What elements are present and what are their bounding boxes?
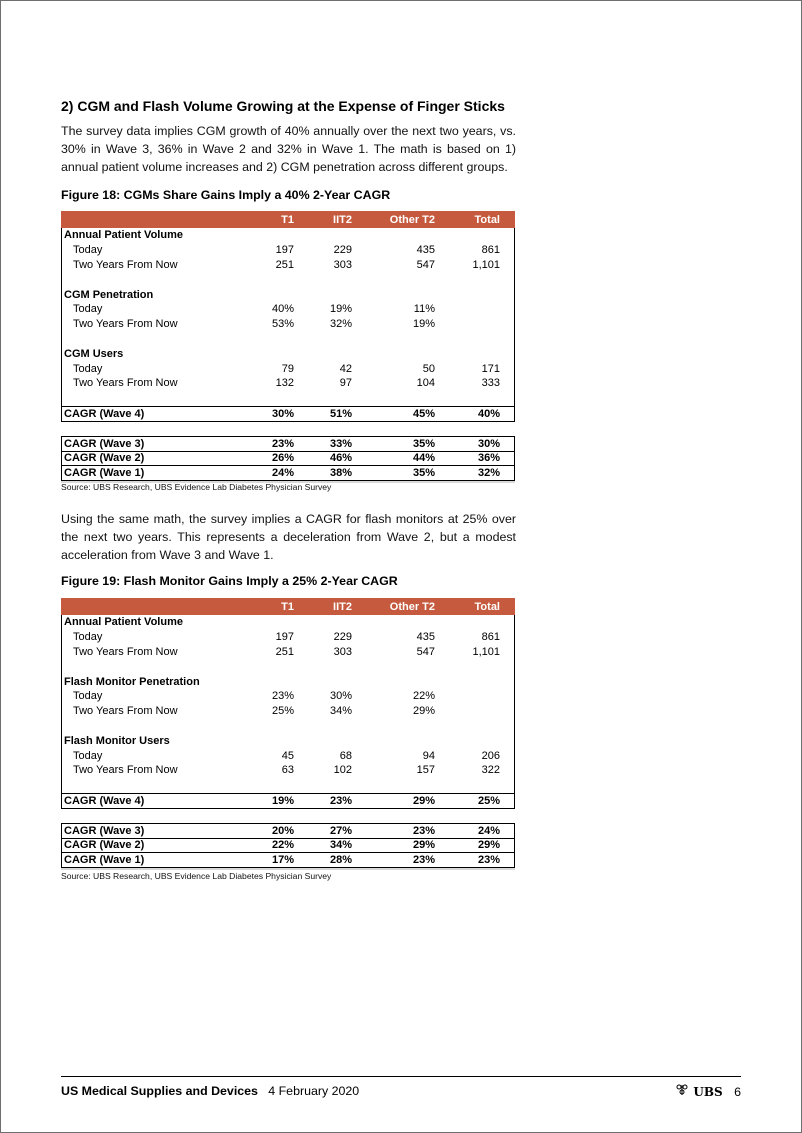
section-row xyxy=(62,674,514,689)
cell-total: 206 xyxy=(481,749,500,762)
cell-other-t2: 50 xyxy=(422,362,435,375)
cell-t1: 53% xyxy=(271,318,294,331)
table-row xyxy=(62,243,514,258)
cell-other-t2: 45% xyxy=(412,407,435,420)
table-header xyxy=(61,211,515,228)
cell-other-t2: 29% xyxy=(412,839,435,852)
cell-other-t2: 23% xyxy=(412,854,435,867)
cell-other-t2: 35% xyxy=(412,467,435,480)
figure18-title: Figure 18: CGMs Share Gains Imply a 40% 2-Year CAGR xyxy=(61,188,391,202)
cell-iit2: 34% xyxy=(329,705,352,718)
cell-iit2: 32% xyxy=(329,318,352,331)
wave-history xyxy=(61,436,515,481)
figure18-table xyxy=(61,211,515,483)
table-body xyxy=(61,228,515,422)
spacer-row xyxy=(62,332,514,347)
wave4-row xyxy=(62,406,514,422)
section-label: CGM Penetration xyxy=(64,288,154,301)
spacer-row xyxy=(62,719,514,734)
table-row xyxy=(62,376,514,391)
table-header xyxy=(61,598,515,615)
cell-t1: 251 xyxy=(275,645,294,658)
figure19-source: Source: UBS Research, UBS Evidence Lab Diabetes Physician Survey xyxy=(61,871,332,881)
cell-other-t2: 435 xyxy=(416,244,435,257)
table-shadow xyxy=(61,868,515,870)
ubs-logo: UBS xyxy=(693,1084,723,1099)
section-row xyxy=(62,228,514,243)
section-row xyxy=(62,346,514,361)
cell-total: 322 xyxy=(481,764,500,777)
row-label: Two Years From Now xyxy=(73,258,178,271)
cell-other-t2: 44% xyxy=(412,452,435,465)
cell-other-t2: 23% xyxy=(412,825,435,837)
cell-total: 333 xyxy=(481,377,500,390)
cell-total: 32% xyxy=(477,467,500,480)
row-label: Today xyxy=(73,244,103,257)
cell-total: 23% xyxy=(477,854,500,867)
wave-label: CAGR (Wave 3) xyxy=(64,438,145,450)
wave4-label: CAGR (Wave 4) xyxy=(64,407,145,420)
cell-iit2: 46% xyxy=(329,452,352,465)
cell-other-t2: 547 xyxy=(416,258,435,271)
cell-total: 861 xyxy=(481,631,500,644)
intro-paragraph: The survey data implies CGM growth of 40% annually over the next two years, vs. 30% in Wave 3, 36% in Wave 2 and 32% in Wave 1. The math is based on 1) annual patient volume increases and 2) CGM penetration across different groups. xyxy=(61,124,516,174)
cell-other-t2: 104 xyxy=(416,377,435,390)
cell-iit2: 23% xyxy=(329,794,352,807)
cell-iit2: 42 xyxy=(339,362,352,375)
cell-other-t2: 29% xyxy=(412,705,435,718)
cell-t1: 79 xyxy=(281,362,294,375)
header-iit2: IIT2 xyxy=(333,600,352,613)
header-other-t2: Other T2 xyxy=(389,213,435,226)
table-row xyxy=(62,630,514,645)
wave-row xyxy=(62,452,514,466)
cell-t1: 197 xyxy=(275,631,294,644)
cell-t1: 23% xyxy=(271,438,294,450)
row-label: Today xyxy=(73,631,103,644)
cell-iit2: 38% xyxy=(329,467,352,480)
cell-t1: 23% xyxy=(271,690,294,703)
row-label: Two Years From Now xyxy=(73,377,178,390)
row-label: Today xyxy=(73,362,103,375)
cell-total: 24% xyxy=(477,825,500,837)
section-label: CGM Users xyxy=(64,347,124,360)
row-label: Today xyxy=(73,303,103,316)
spacer-row xyxy=(62,272,514,287)
cell-total: 29% xyxy=(477,839,500,852)
cell-other-t2: 22% xyxy=(412,690,435,703)
cell-other-t2: 35% xyxy=(412,438,435,450)
cell-iit2: 51% xyxy=(329,407,352,420)
cell-total: 36% xyxy=(477,452,500,465)
section-row xyxy=(62,733,514,748)
spacer-row xyxy=(62,391,514,406)
cell-iit2: 68 xyxy=(339,749,352,762)
header-total: Total xyxy=(474,600,500,613)
footer-right xyxy=(675,1084,741,1099)
wave-row xyxy=(62,466,514,480)
cell-other-t2: 29% xyxy=(412,794,435,807)
header-other-t2: Other T2 xyxy=(389,600,435,613)
cell-iit2: 30% xyxy=(329,690,352,703)
table-row xyxy=(62,317,514,332)
cell-total: 1,101 xyxy=(472,645,500,658)
row-label: Two Years From Now xyxy=(73,318,178,331)
cell-total: 30% xyxy=(477,438,500,450)
header-total: Total xyxy=(474,213,500,226)
wave-label: CAGR (Wave 2) xyxy=(64,839,145,852)
cell-iit2: 28% xyxy=(329,854,352,867)
section-row xyxy=(62,615,514,630)
section-label: Flash Monitor Penetration xyxy=(64,675,200,688)
cell-t1: 26% xyxy=(271,452,294,465)
cell-other-t2: 94 xyxy=(422,749,435,762)
wave-label: CAGR (Wave 3) xyxy=(64,825,145,837)
wave-history xyxy=(61,823,515,868)
wave-row xyxy=(62,437,514,451)
cell-iit2: 229 xyxy=(333,244,352,257)
section-heading: 2) CGM and Flash Volume Growing at the Expense of Finger Sticks xyxy=(61,98,505,114)
table-row xyxy=(62,748,514,763)
report-title: US Medical Supplies and Devices xyxy=(61,1084,258,1098)
spacer-row xyxy=(62,659,514,674)
cell-t1: 17% xyxy=(271,854,294,867)
cell-t1: 197 xyxy=(275,244,294,257)
cell-other-t2: 157 xyxy=(416,764,435,777)
cell-t1: 20% xyxy=(271,825,294,837)
cell-t1: 45 xyxy=(281,749,294,762)
row-label: Two Years From Now xyxy=(73,645,178,658)
cell-t1: 132 xyxy=(275,377,294,390)
table-row xyxy=(62,302,514,317)
cell-t1: 251 xyxy=(275,258,294,271)
figure18-source: Source: UBS Research, UBS Evidence Lab Diabetes Physician Survey xyxy=(61,482,332,492)
cell-total: 171 xyxy=(481,362,500,375)
row-label: Today xyxy=(73,690,103,703)
table-row xyxy=(62,763,514,778)
figure19-table xyxy=(61,598,515,870)
section-label: Annual Patient Volume xyxy=(64,616,183,629)
figure19-title: Figure 19: Flash Monitor Gains Imply a 25% 2-Year CAGR xyxy=(61,574,398,588)
header-iit2: IIT2 xyxy=(333,213,352,226)
wave-label: CAGR (Wave 1) xyxy=(64,467,145,480)
report-date: 4 February 2020 xyxy=(268,1084,360,1098)
flash-paragraph: Using the same math, the survey implies a CAGR for flash monitors at 25% over the next two years. This represents a deceleration from Wave 2, but a modest acceleration from Wave 3 and Wave 1. xyxy=(61,512,516,562)
cell-other-t2: 435 xyxy=(416,631,435,644)
cell-t1: 63 xyxy=(281,764,294,777)
cell-iit2: 102 xyxy=(333,764,352,777)
cell-iit2: 303 xyxy=(333,645,352,658)
cell-t1: 19% xyxy=(271,794,294,807)
table-body xyxy=(61,615,515,809)
cell-iit2: 229 xyxy=(333,631,352,644)
cell-iit2: 27% xyxy=(329,825,352,837)
table-row xyxy=(62,689,514,704)
section-label: Flash Monitor Users xyxy=(64,734,170,747)
cell-t1: 25% xyxy=(271,705,294,718)
table-row xyxy=(62,645,514,660)
row-label: Two Years From Now xyxy=(73,705,178,718)
header-t1: T1 xyxy=(281,213,294,226)
cell-iit2: 34% xyxy=(329,839,352,852)
cell-other-t2: 547 xyxy=(416,645,435,658)
cell-iit2: 303 xyxy=(333,258,352,271)
footer-left xyxy=(61,1084,359,1098)
cell-total: 1,101 xyxy=(472,258,500,271)
cell-t1: 22% xyxy=(271,839,294,852)
table-row xyxy=(62,361,514,376)
header-t1: T1 xyxy=(281,600,294,613)
cell-other-t2: 11% xyxy=(413,303,435,316)
cell-total: 861 xyxy=(481,244,500,257)
table-row xyxy=(62,704,514,719)
cell-iit2: 19% xyxy=(329,303,352,316)
cell-t1: 40% xyxy=(271,303,294,316)
section-row xyxy=(62,287,514,302)
cell-total: 25% xyxy=(477,794,500,807)
cell-other-t2: 19% xyxy=(412,318,435,331)
ubs-keys-icon xyxy=(675,1084,689,1099)
cell-total: 40% xyxy=(477,407,500,420)
cell-t1: 30% xyxy=(271,407,294,420)
wave-row xyxy=(62,853,514,867)
row-label: Today xyxy=(73,749,103,762)
wave-row xyxy=(62,824,514,838)
footer-rule xyxy=(61,1076,741,1077)
wave-row xyxy=(62,839,514,853)
cell-iit2: 97 xyxy=(339,377,352,390)
wave-label: CAGR (Wave 2) xyxy=(64,452,145,465)
row-label: Two Years From Now xyxy=(73,764,178,777)
wave4-label: CAGR (Wave 4) xyxy=(64,794,145,807)
section-label: Annual Patient Volume xyxy=(64,229,183,242)
spacer-row xyxy=(62,778,514,793)
table-row xyxy=(62,258,514,273)
cell-t1: 24% xyxy=(271,467,294,480)
page-number: 6 xyxy=(734,1084,741,1099)
cell-iit2: 33% xyxy=(329,438,352,450)
wave-label: CAGR (Wave 1) xyxy=(64,854,145,867)
wave4-row xyxy=(62,793,514,809)
